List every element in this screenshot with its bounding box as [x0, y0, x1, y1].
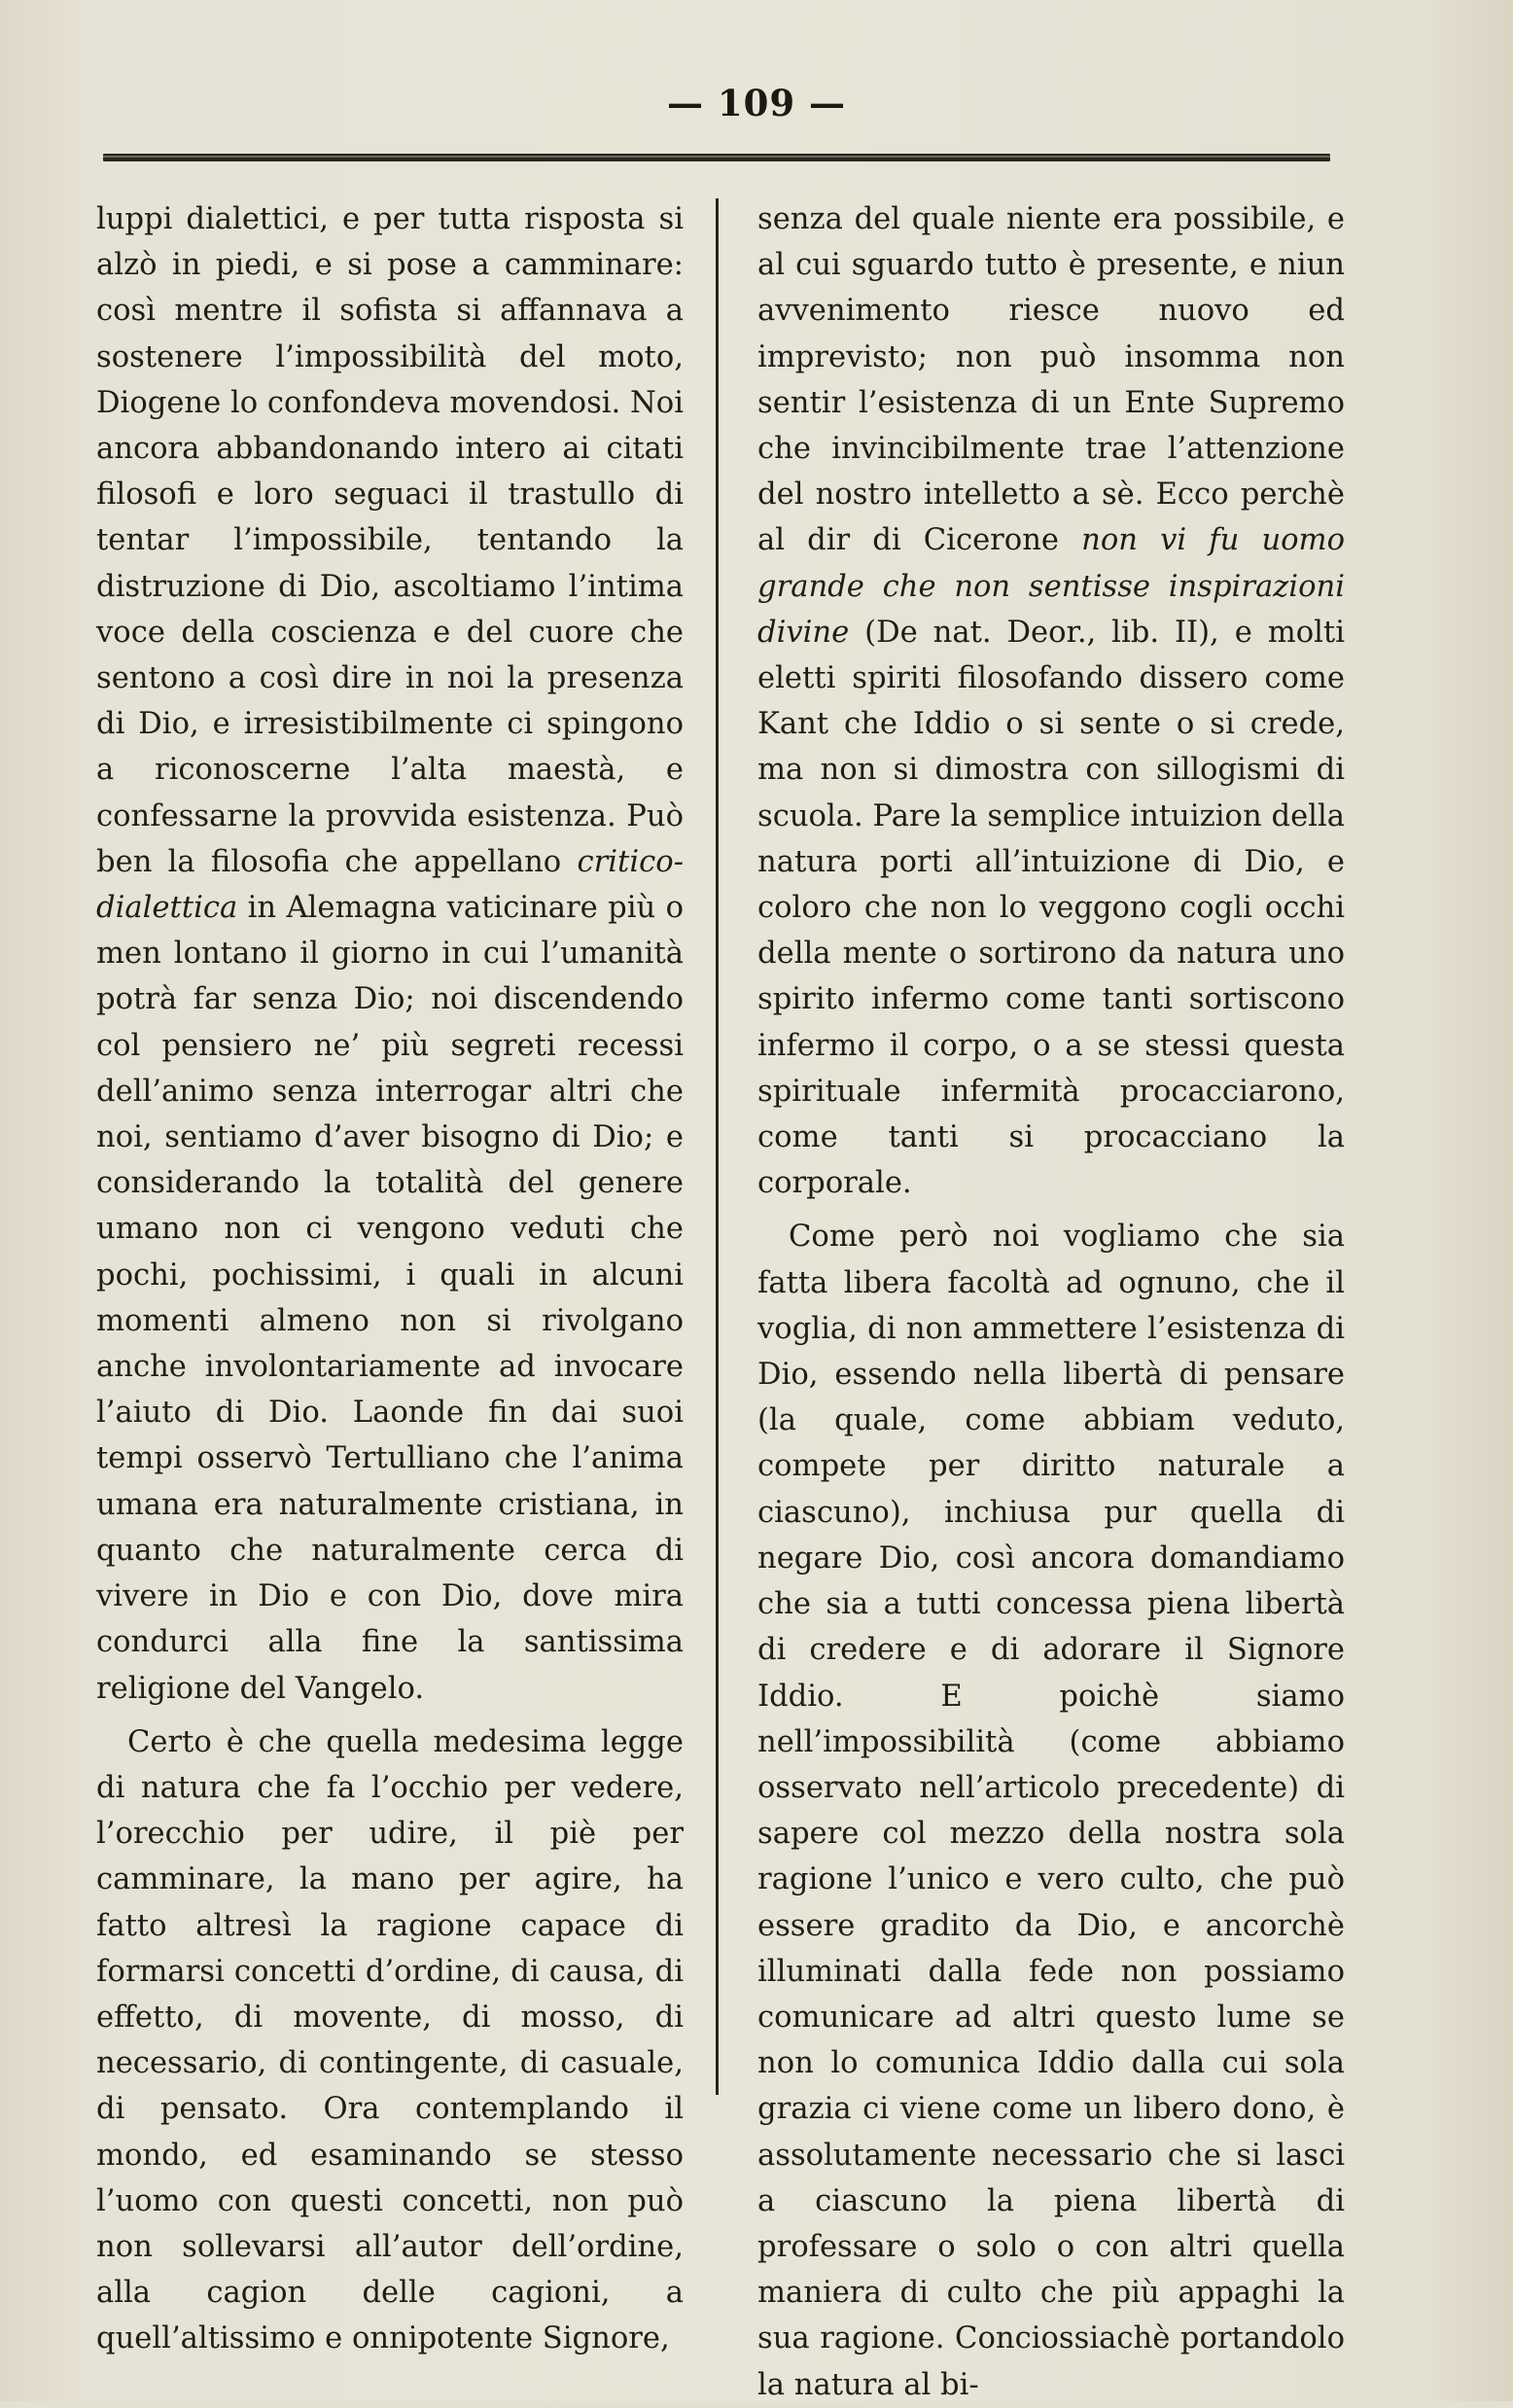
left-paragraph-1: [96, 196, 684, 1712]
left-paragraph-1-italic: critico-dialettica: [96, 844, 684, 926]
right-paragraph-1-text-b: (De nat. Deor., lib. II), e molti eletti spiriti filosofando dissero come Kant che Iddio o si sente o si crede, ma non si dimostra con sillogismi di scuola. Pare la semplice intuizion della natura porti all’intuizione di Dio, e coloro che non lo veggono cogli occhi della mente o sortirono da natura uno spirito infermo come tanti sortiscono infermo il corpo, o a se stessi questa spirituale infermità procacciarono, come tanti si procacciano la corporale.: [757, 615, 1345, 1201]
left-paragraph-1-text-b: in Alemagna vaticinare più o men lontano il giorno in cui l’umanità potrà far senza Dio; noi discendendo col pensiero ne’ più segreti recessi dell’animo senza interrogar altri che noi, sentiamo d’aver bisogno di Dio; e considerando la totalità del genere umano non ci vengono veduti che pochi, pochissimi, i quali in alcuni momenti almeno non si rivolgano anche involontariamente ad invocare l’aiuto di Dio. Laonde fin dai suoi tempi osservò Tertulliano che l’anima umana era naturalmente cristiana, in quanto che naturalmente cerca di vivere in Dio e con Dio, dove mira condurci alla fine la santissima religione del Vangelo.: [96, 891, 684, 1706]
left-column: [96, 196, 684, 2362]
left-paragraph-2: Certo è che quella medesima legge di natura che fa l’occhio per vedere, l’orecchio per udire, il piè per camminare, la mano per agire, ha fatto altresì la ragione capace di formarsi concetti d’ordine, di causa, di effetto, di movente, di mosso, di necessario, di contingente, di casuale, di pensato. Ora contemplando il mondo, ed esaminando se stesso l’uomo con questi concetti, non può non sollevarsi all’autor dell’ordine, alla cagion delle cagioni, a quell’altissimo e onnipotente Signore,: [96, 1724, 684, 2356]
right-paragraph-1-text-a: senza del quale niente era possibile, e al cui sguardo tutto è presente, e niun avvenimento riesce nuovo ed imprevisto; non può insomma non sentir l’esistenza di un Ente Supremo che invincibilmente trae l’attenzione del nostro intelletto a sè. Ecco perchè al dir di Cicerone: [757, 202, 1345, 558]
page-number: — 109 —: [667, 82, 846, 124]
right-paragraph-1-italic: non vi fu uomo grande che non sentisse inspirazioni divine: [757, 523, 1345, 650]
column-divider: [716, 198, 719, 2095]
right-paragraph-1: [757, 196, 1345, 1206]
right-paragraph-2: Come però noi vogliamo che sia fatta libera facoltà ad ognuno, che il voglia, di non ammettere l’esistenza di Dio, essendo nella libertà di pensare (la quale, come abbiam veduto, compete per diritto naturale a ciascuno), inchiusa pur quella di negare Dio, così ancora domandiamo che sia a tutti concessa piena libertà di credere e di adorare il Signore Iddio. E poichè siamo nell’impossibilità (come abbiamo osservato nell’articolo precedente) di sapere col mezzo della nostra sola ragione l’unico e vero culto, che può essere gradito da Dio, e ancorchè illuminati dalla fede non possiamo comunicare ad altri questo lume se non lo comunica Iddio dalla cui sola grazia ci viene come un libero dono, è assolutamente necessario che si lasci a ciascuno la piena libertà di professare o solo o con altri quella maniera di culto che più appaghi la sua ragione. Conciossiachè portandolo la natura al bi-: [757, 1220, 1345, 2402]
right-column: [757, 196, 1345, 2408]
left-paragraph-1-text-a: luppi dialettici, e per tutta risposta si alzò in piedi, e si pose a camminare: così mentre il sofista si affannava a sostenere l’impossibilità del moto, Diogene lo confondeva movendosi. Noi ancora abbandonando intero ai citati filosofi e loro seguaci il trastullo di tentar l’impossibile, tentando la distruzione di Dio, ascoltiamo l’intima voce della coscienza e del cuore che sentono a così dire in noi la presenza di Dio, e irresistibilmente ci spingono a riconoscerne l’alta maestà, e confessarne la provvida esistenza. Può ben la filosofia che appellano: [96, 202, 684, 879]
header-rule: [103, 154, 1330, 161]
